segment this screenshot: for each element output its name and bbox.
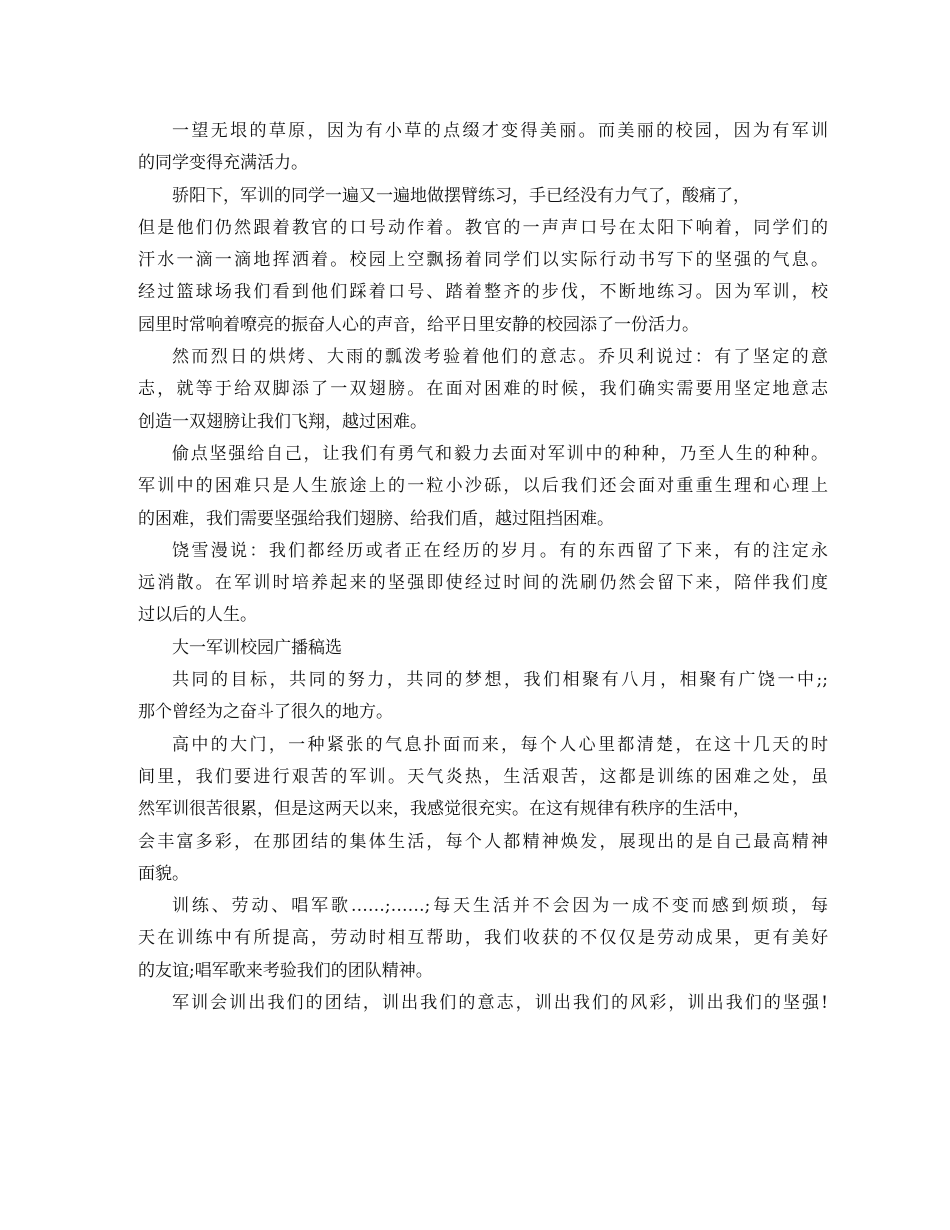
text-line: 间里，我们要进行艰苦的军训。天气炎热，生活艰苦，这都是训练的困难之处，虽 <box>138 766 828 787</box>
text-line: 军训中的困难只是人生旅途上的一粒小沙砾，以后我们还会面对重重生理和心理上 <box>138 476 828 497</box>
text-line: 高中的大门，一种紧张的气息扑面而来，每个人心里都清楚，在这十几天的时 <box>172 734 828 755</box>
text-line: 训练、劳动、唱军歌……;……;每天生活并不会因为一成不变而感到烦琐，每 <box>172 896 828 917</box>
text-line: 面貌。 <box>138 863 189 884</box>
text-line: 经过篮球场我们看到他们踩着口号、踏着整齐的步伐，不断地练习。因为军训，校 <box>138 282 828 303</box>
text-line: 志，就等于给双脚添了一双翅膀。在面对困难的时候，我们确实需要用坚定地意志 <box>138 379 828 400</box>
text-line: 园里时常响着嘹亮的振奋人心的声音，给平日里安静的校园添了一份活力。 <box>138 314 699 335</box>
text-line: 军训会训出我们的团结，训出我们的意志，训出我们的风彩，训出我们的坚强! <box>172 993 828 1014</box>
text-line: 天在训练中有所提高，劳动时相互帮助，我们收获的不仅仅是劳动成果，更有美好 <box>138 928 828 949</box>
document-body <box>138 115 828 1019</box>
text-line: 共同的目标，共同的努力，共同的梦想，我们相聚有八月，相聚有广饶一中;; <box>172 670 828 691</box>
text-line: 偷点坚强给自己，让我们有勇气和毅力去面对军训中的种种，乃至人生的种种。 <box>172 443 828 464</box>
text-line: 但是他们仍然跟着教官的口号动作着。教官的一声声口号在太阳下响着，同学们的 <box>138 217 828 238</box>
text-line: 会丰富多彩，在那团结的集体生活，每个人都精神焕发，展现出的是自己最高精神 <box>138 831 828 852</box>
text-line: 的困难，我们需要坚强给我们翅膀、给我们盾，越过阻挡困难。 <box>138 508 614 529</box>
text-line: 过以后的人生。 <box>138 605 257 626</box>
text-line: 一望无垠的草原，因为有小草的点缀才变得美丽。而美丽的校园，因为有军训 <box>172 121 828 141</box>
text-line: 那个曾经为之奋斗了很久的地方。 <box>138 702 393 723</box>
text-line: 远消散。在军训时培养起来的坚强即使经过时间的洗刷仍然会留下来，陪伴我们度 <box>138 573 828 594</box>
text-line: 大一军训校园广播稿选 <box>172 637 342 658</box>
text-line: 的友谊;唱军歌来考验我们的团队精神。 <box>138 960 433 981</box>
text-line: 然军训很苦很累，但是这两天以来，我感觉很充实。在这有规律有秩序的生活中， <box>138 799 750 820</box>
text-line: 的同学变得充满活力。 <box>138 153 308 174</box>
text-line: 创造一双翅膀让我们飞翔，越过困难。 <box>138 411 427 432</box>
text-line: 然而烈日的烘烤、大雨的瓢泼考验着他们的意志。乔贝利说过：有了坚定的意 <box>172 347 828 368</box>
text-line: 饶雪漫说：我们都经历或者正在经历的岁月。有的东西留了下来，有的注定永 <box>172 540 828 561</box>
text-line: 骄阳下，军训的同学一遍又一遍地做摆臂练习，手已经没有力气了，酸痛了， <box>172 185 750 206</box>
text-line: 汗水一滴一滴地挥洒着。校园上空飘扬着同学们以实际行动书写下的坚强的气息。 <box>138 250 828 271</box>
